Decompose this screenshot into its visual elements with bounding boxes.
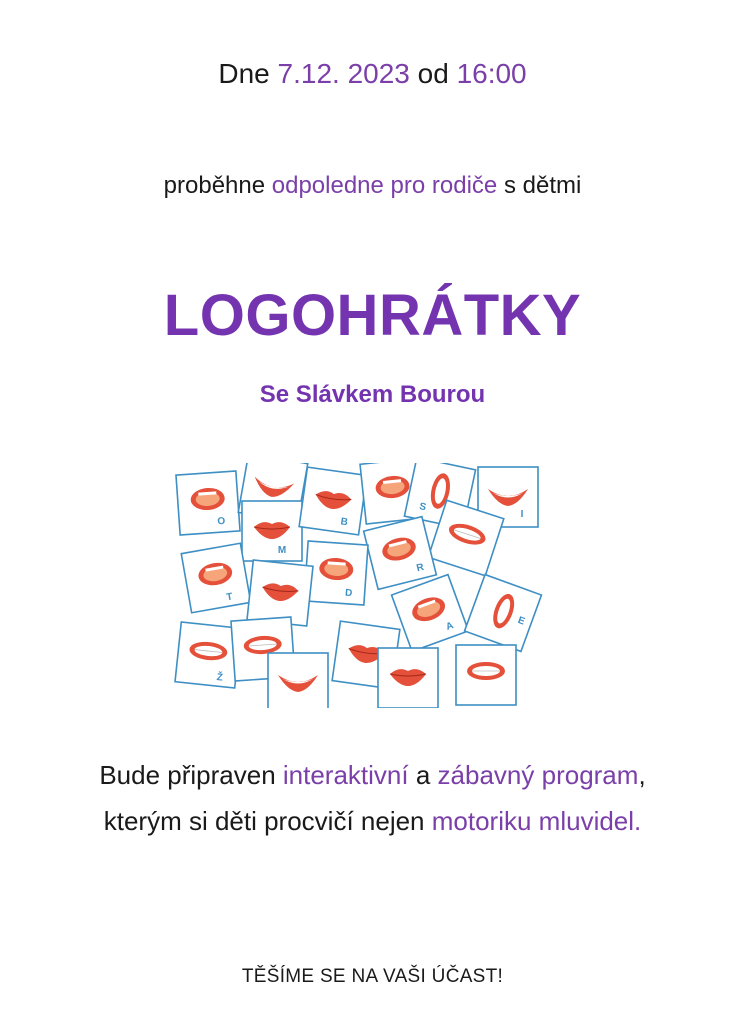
card-letter: O	[217, 515, 226, 528]
mouth-card	[456, 645, 516, 705]
desc2-before: kterým si děti procvičí nejen	[103, 806, 432, 836]
mouth-cards-illustration	[168, 463, 578, 708]
intro-line	[0, 172, 745, 200]
date-middle: od	[409, 58, 457, 89]
date-prefix: Dne	[218, 58, 278, 89]
event-date: 7.12. 2023	[277, 58, 410, 89]
event-name: odpoledne pro rodiče	[271, 172, 498, 199]
card-letter: S	[418, 501, 428, 514]
intro-before: proběhne	[163, 172, 272, 199]
desc1-interactive: interaktivní	[282, 760, 409, 790]
mouth-card	[299, 467, 367, 535]
card-letter: D	[344, 587, 353, 600]
card-letter: A	[444, 620, 456, 633]
mouth-card	[268, 653, 328, 708]
desc1-mid: a	[408, 760, 438, 790]
card-letter: R	[415, 561, 426, 575]
mouth-card	[378, 648, 438, 708]
desc1-before: Bude připraven	[99, 760, 283, 790]
mouth-card	[242, 501, 302, 561]
card-letter: T	[225, 591, 234, 604]
event-time: 16:00	[456, 58, 527, 89]
mouth-card	[247, 560, 313, 626]
subtitle: Se Slávkem Bourou	[259, 381, 486, 408]
card-letter: Ž	[216, 672, 224, 684]
description-line-1	[0, 760, 745, 791]
mouth-card	[181, 543, 251, 613]
card-frame	[268, 653, 328, 708]
card-letter: B	[339, 516, 349, 529]
intro-after: s dětmi	[497, 172, 582, 199]
desc2-motor-skills: motoriku mluvidel.	[431, 806, 642, 836]
description-line-2	[0, 806, 745, 837]
closing-text: TĚŠÍME SE NA VAŠI ÚČAST!	[241, 966, 504, 987]
card-letter: E	[516, 614, 527, 628]
page-title: LOGOHRÁTKY	[163, 283, 582, 348]
mouth-card	[304, 541, 368, 605]
card-letter: I	[520, 509, 524, 520]
event-date-line	[0, 58, 745, 90]
card-letter: M	[277, 545, 287, 556]
desc1-end: ,	[638, 760, 646, 790]
mouth-card	[176, 471, 240, 535]
desc1-fun-program: zábavný program	[437, 760, 639, 790]
